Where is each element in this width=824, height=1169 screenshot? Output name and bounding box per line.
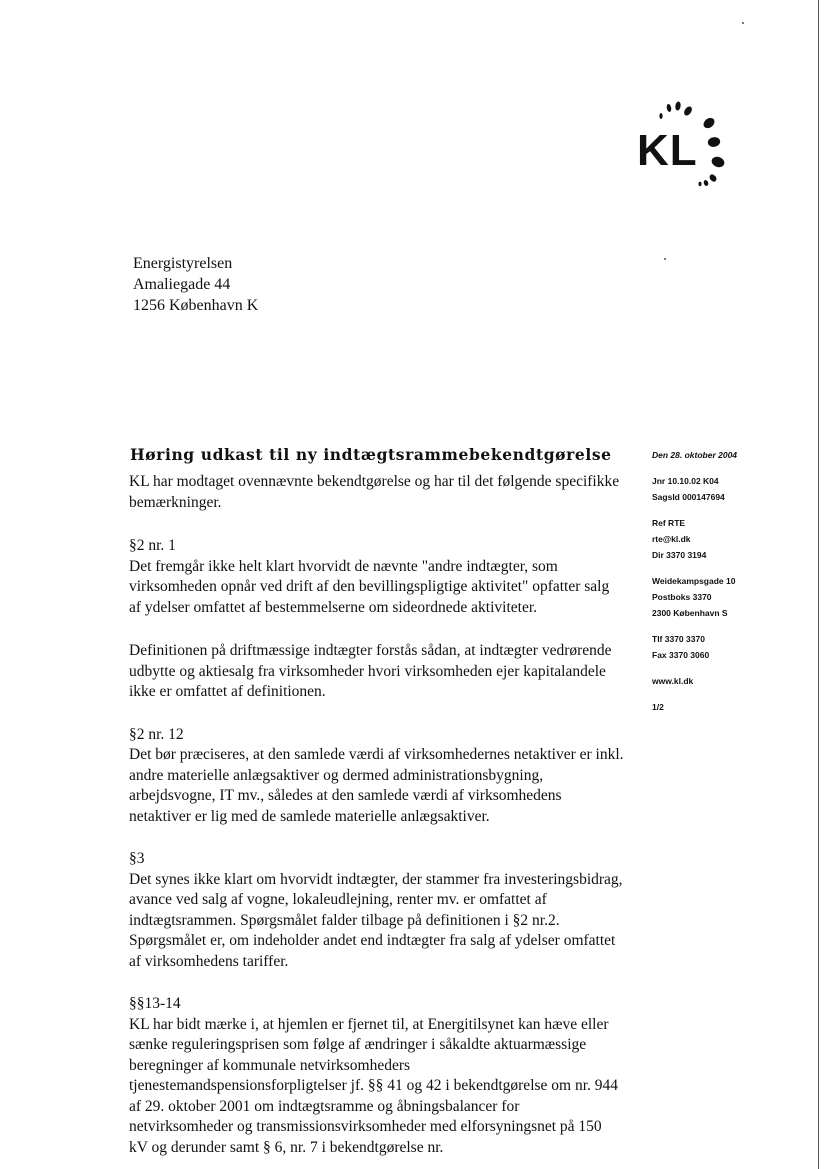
section-heading: §2 nr. 12 [129, 725, 184, 743]
address-line: Energistyrelsen [133, 255, 233, 272]
scan-speck [742, 22, 744, 24]
section-paragraph: Det synes ikke klart om hvorvidt indtægter, der stammer fra investeringsbidrag, avance ved salg af vogne, lokaleudlejning, renter mv. er omfattet af indtægtsrammen. Spørgsmålet falder tilbage på definitionen i §2 nr.2. Spørgsmålet er, om indeholder andet end indtægter fra salg af ydelser omfattet af virksomhedens tariffer. [129, 870, 623, 970]
section-paragraph: Definitionen på driftmæssige indtægter forstås sådan, at indtægter vedrørende udbytte og aktiesalg fra virksomheder hvori virksomheden ejer kapitalandele ikke er omfattet af definitionen. [129, 642, 612, 700]
address-line: 1256 København K [133, 297, 259, 314]
page-edge-line [818, 0, 819, 1169]
section-heading: §2 nr. 1 [129, 537, 176, 554]
sender-info-sidebar [652, 447, 782, 725]
recipient-address [133, 253, 258, 316]
case-id: SagsId 000147694 [652, 492, 725, 502]
intro-paragraph: KL har modtaget ovennævnte bekendtgørelse og har til det følgende specifikke bemærkninger. [129, 473, 620, 511]
phone: Tlf 3370 3370 [652, 634, 705, 644]
city: 2300 København S [652, 608, 728, 618]
address-line: Amaliegade 44 [133, 276, 231, 293]
section-heading: §3 [129, 850, 145, 867]
section-paragraph: KL har bidt mærke i, at hjemlen er fjernet til, at Energitilsynet kan hæve eller sænke reguleringsprisen som følge af ændringer i såkaldte aktuarmæssige beregninger af kommunale netvirksomheders tjenestemandspensionsforpligtelser jf. §§ 41 og 42 i bekendtgørelse om nr. 944 af 29. oktober 2001 om indtægtsramme og åbningsbalancer for netvirksomheder og transmissionsvirksomheder med elforsyningsnet på 150 kV og derunder samt § 6, nr. 7 i bekendtgørelse nr. [129, 1015, 619, 1156]
street-address: Weidekampsgade 10 [652, 576, 736, 586]
letter-title: Høring udkast til ny indtægtsrammebekendtgørelse [130, 445, 612, 464]
direct-phone: Dir 3370 3194 [652, 550, 707, 560]
email-link[interactable]: rte@kl.dk [652, 534, 691, 544]
reference: Ref RTE [652, 518, 686, 528]
kl-logo [630, 96, 740, 192]
postbox: Postboks 3370 [652, 592, 712, 602]
fax: Fax 3370 3060 [652, 650, 710, 660]
section-heading: §§13-14 [129, 995, 181, 1012]
page-number: 1/2 [652, 702, 664, 712]
website-link[interactable]: www.kl.dk [652, 676, 694, 686]
letter-date: Den 28. oktober 2004 [652, 450, 738, 460]
kl-logo-text: KL [637, 126, 698, 175]
journal-number: Jnr 10.10.02 K04 [652, 476, 719, 486]
letter-body [129, 472, 624, 1158]
section-paragraph: Det bør præciseres, at den samlede værdi af virksomhedernes netaktiver er inkl. andre materielle anlægsaktiver og dermed administrationsbygning, arbejdsvogne, IT mv., således at den samlede værdi af virksomhedens netaktiver er lig med de samlede materielle anlægsaktiver. [129, 746, 624, 825]
scan-speck [664, 258, 666, 260]
section-paragraph: Det fremgår ikke helt klart hvorvidt de nævnte "andre indtægter, som virksomheden opnår ved drift af den bevillingspligtige aktivitet" opfatter salg af ydelser omfattet af bestemmelserne om sideordnede aktiviteter. [129, 557, 610, 616]
